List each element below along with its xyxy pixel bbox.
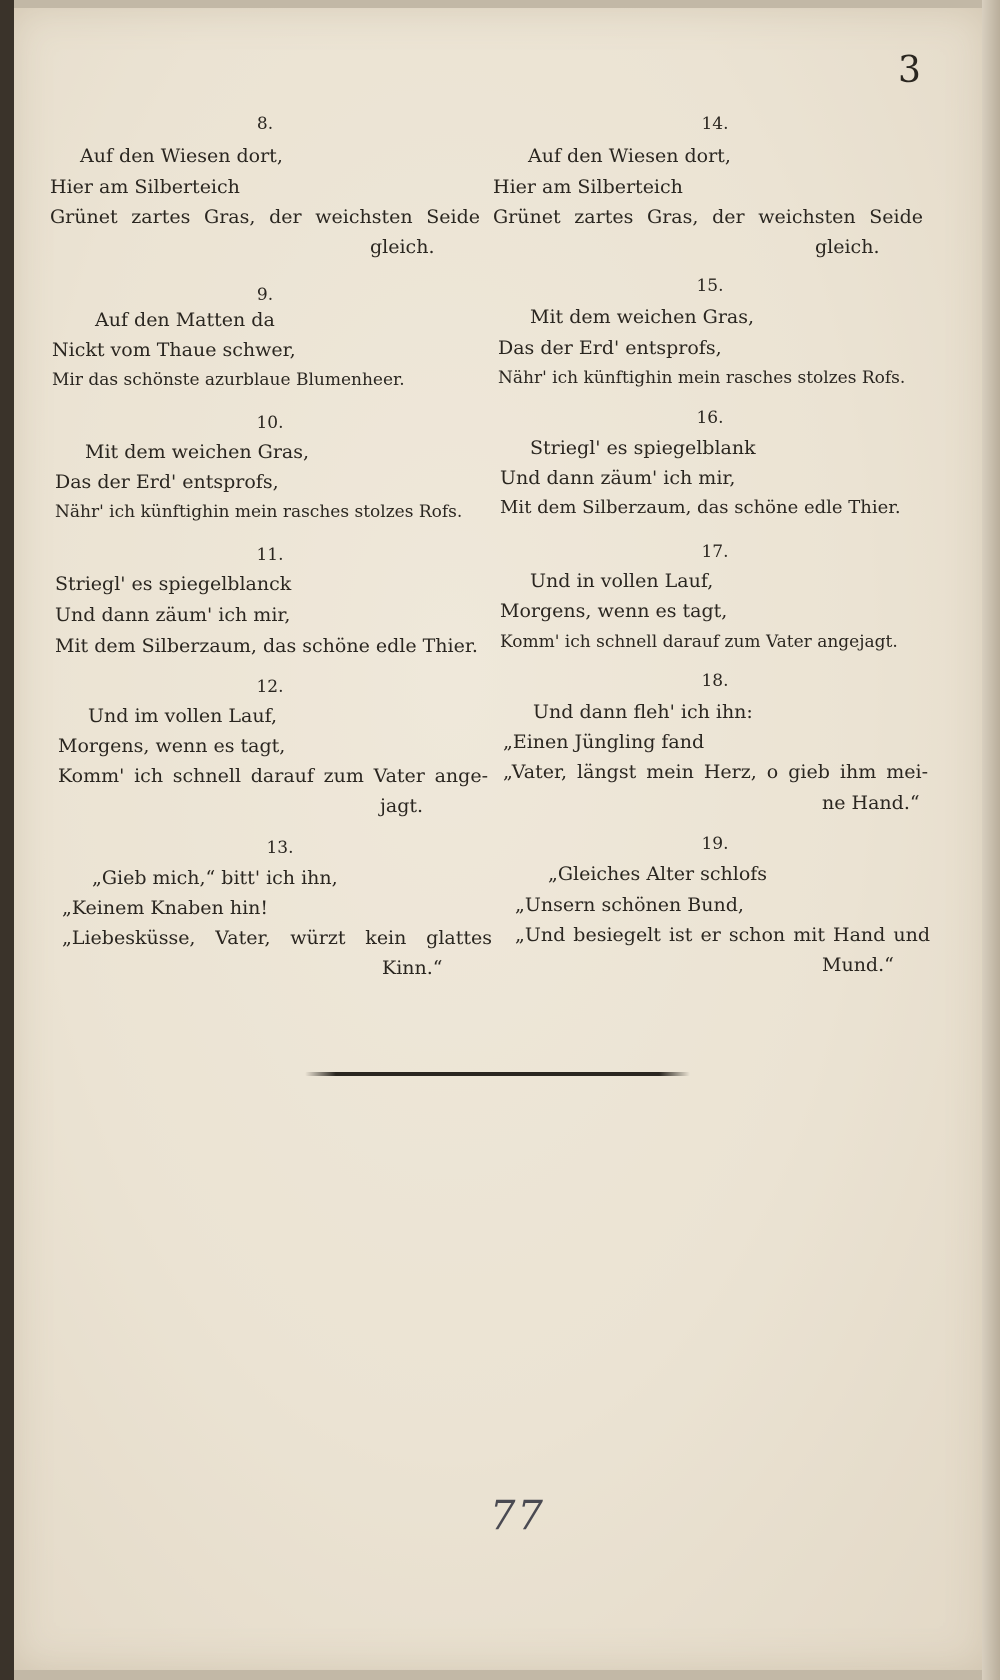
divider-rule xyxy=(305,1072,690,1076)
verse-line: Auf den Wiesen dort, xyxy=(80,145,283,167)
stanza-number: 16. xyxy=(696,408,724,428)
verse-line: Striegl' es spiegelblanck xyxy=(55,573,292,595)
verse-line: Morgens, wenn es tagt, xyxy=(500,600,728,622)
verse-line: Und dann zäum' ich mir, xyxy=(55,604,291,626)
verse-line: Mit dem Silberzaum, das schöne edle Thier. xyxy=(500,497,901,518)
verse-line: Und im vollen Lauf, xyxy=(88,705,278,727)
verse-line: gleich. xyxy=(370,236,435,258)
stanza-number: 18. xyxy=(701,671,729,691)
verse-line: Das der Erd' entsprofs, xyxy=(498,337,722,359)
verse-line: Mir das schönste azurblaue Blumenheer. xyxy=(52,370,405,390)
verse-line: „Unsern schönen Bund, xyxy=(515,894,744,916)
verse-line: Hier am Silberteich xyxy=(50,176,240,198)
verse-line: Und dann zäum' ich mir, xyxy=(500,467,736,489)
verse-line: Auf den Wiesen dort, xyxy=(528,145,731,167)
verse-line: Morgens, wenn es tagt, xyxy=(58,735,286,757)
stanza-number: 9. xyxy=(256,285,274,305)
page-right-edge xyxy=(982,0,1000,1680)
book-spine-edge xyxy=(0,0,14,1680)
stanza-number: 15. xyxy=(696,276,724,296)
stanza-number: 19. xyxy=(701,834,729,854)
verse-line: Kinn.“ xyxy=(382,957,443,979)
handwritten-number: 77 xyxy=(490,1493,545,1539)
verse-line: Nickt vom Thaue schwer, xyxy=(52,339,296,361)
verse-line: Grünet zartes Gras, der weichsten Seide xyxy=(493,206,923,228)
verse-line: „Liebesküsse, Vater, würzt kein glattes xyxy=(62,927,492,949)
verse-line: Und in vollen Lauf, xyxy=(530,570,714,592)
verse-line: ne Hand.“ xyxy=(822,792,920,814)
page-number: 3 xyxy=(898,50,921,91)
verse-line: jagt. xyxy=(380,795,424,817)
verse-line: Striegl' es spiegelblank xyxy=(530,437,756,459)
verse-line: Mit dem weichen Gras, xyxy=(85,441,310,463)
verse-line: Grünet zartes Gras, der weichsten Seide xyxy=(50,206,480,228)
verse-line: Komm' ich schnell darauf zum Vater ange- xyxy=(58,765,488,787)
verse-line: Mund.“ xyxy=(822,954,894,976)
stanza-number: 11. xyxy=(256,545,284,565)
verse-line: „Gleiches Alter schlofs xyxy=(548,863,768,885)
stanza-number: 10. xyxy=(256,413,284,433)
verse-line: gleich. xyxy=(815,236,880,258)
verse-line: „Gieb mich,“ bitt' ich ihn, xyxy=(92,867,338,889)
verse-line: Das der Erd' entsprofs, xyxy=(55,471,279,493)
verse-line: Mit dem Silberzaum, das schöne edle Thier. xyxy=(55,635,478,657)
stanza-number: 12. xyxy=(256,677,284,697)
verse-line: „Keinem Knaben hin! xyxy=(62,897,269,919)
verse-line: Auf den Matten da xyxy=(95,309,275,331)
verse-line: Nähr' ich künftighin mein rasches stolzes Rofs. xyxy=(55,502,463,522)
verse-line: Und dann fleh' ich ihn: xyxy=(533,701,753,723)
verse-line: Mit dem weichen Gras, xyxy=(530,306,755,328)
stanza-number: 14. xyxy=(701,114,729,134)
stanza-number: 17. xyxy=(701,542,729,562)
stanza-number: 8. xyxy=(256,114,274,134)
verse-line: „Vater, längst mein Herz, o gieb ihm mei- xyxy=(503,761,928,783)
verse-line: Komm' ich schnell darauf zum Vater angejagt. xyxy=(500,632,898,652)
verse-line: „Und besiegelt ist er schon mit Hand und xyxy=(515,924,930,946)
stanza-number: 13. xyxy=(266,838,294,858)
verse-line: Nähr' ich künftighin mein rasches stolzes Rofs. xyxy=(498,368,906,388)
verse-line: Hier am Silberteich xyxy=(493,176,683,198)
verse-line: „Einen Jüngling fand xyxy=(503,731,705,753)
